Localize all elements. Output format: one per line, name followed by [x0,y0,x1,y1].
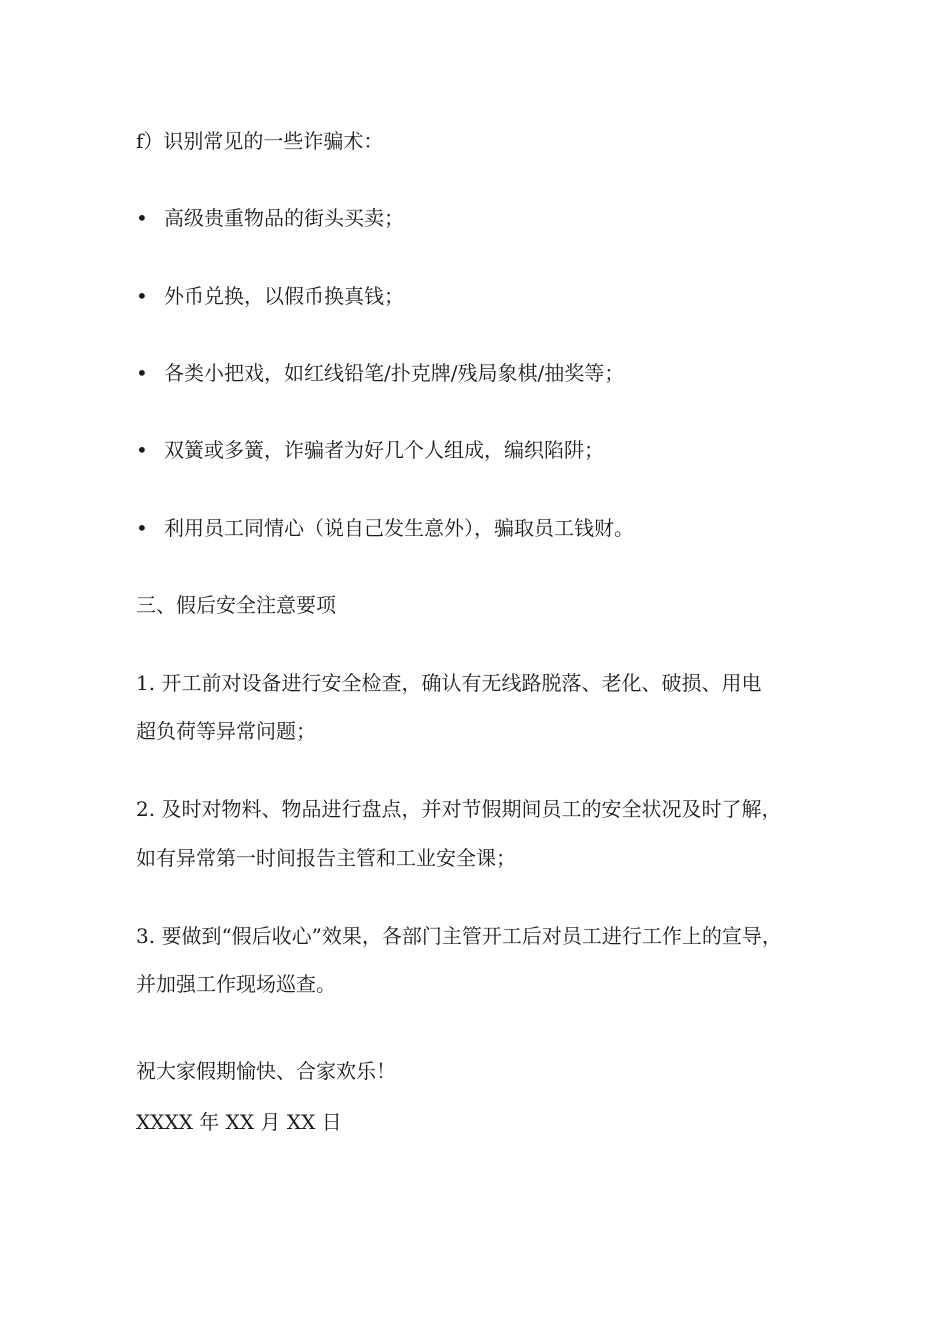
item-1-line-2: 超负荷等异常问题； [136,719,316,743]
bullet-item [136,361,624,385]
bullet-item [136,206,404,230]
bullet-dot: • [136,516,148,540]
bullet-item [136,516,634,540]
bullet-text: 各类小把戏，如红线铅笔/扑克牌/残局象棋/抽奖等； [164,361,625,385]
item-2-line-2: 如有异常第一时间报告主管和工业安全课； [136,846,516,870]
bullet-text: 外币兑换，以假币换真钱； [164,284,404,308]
item-3-line-1: 3. 要做到“假后收心”效果，各部门主管开工后对员工进行工作上的宣导， [136,924,782,948]
item-1-line-1: 1. 开工前对设备进行安全检查，确认有无线路脱落、老化、破损、用电 [136,671,762,695]
bullet-dot: • [136,361,148,385]
bullet-dot: • [136,284,148,308]
closing-greeting: 祝大家假期愉快、合家欢乐！ [136,1059,396,1083]
section-heading: 三、假后安全注意要项 [136,593,336,617]
subheading-f: f）识别常见的一些诈骗术： [136,129,384,153]
item-2-line-1: 2. 及时对物料、物品进行盘点，并对节假期间员工的安全状况及时了解， [136,797,782,821]
bullet-dot: • [136,438,148,462]
bullet-dot: • [136,206,148,230]
bullet-item [136,438,604,462]
bullet-text: 利用员工同情心（说自己发生意外），骗取员工钱财。 [164,516,634,540]
document-date: XXXX 年 XX 月 XX 日 [136,1110,342,1134]
item-3-line-2: 并加强工作现场巡查。 [136,972,336,996]
bullet-text: 高级贵重物品的街头买卖； [164,206,404,230]
bullet-item [136,284,404,308]
bullet-text: 双簧或多簧，诈骗者为好几个人组成，编织陷阱； [164,438,604,462]
